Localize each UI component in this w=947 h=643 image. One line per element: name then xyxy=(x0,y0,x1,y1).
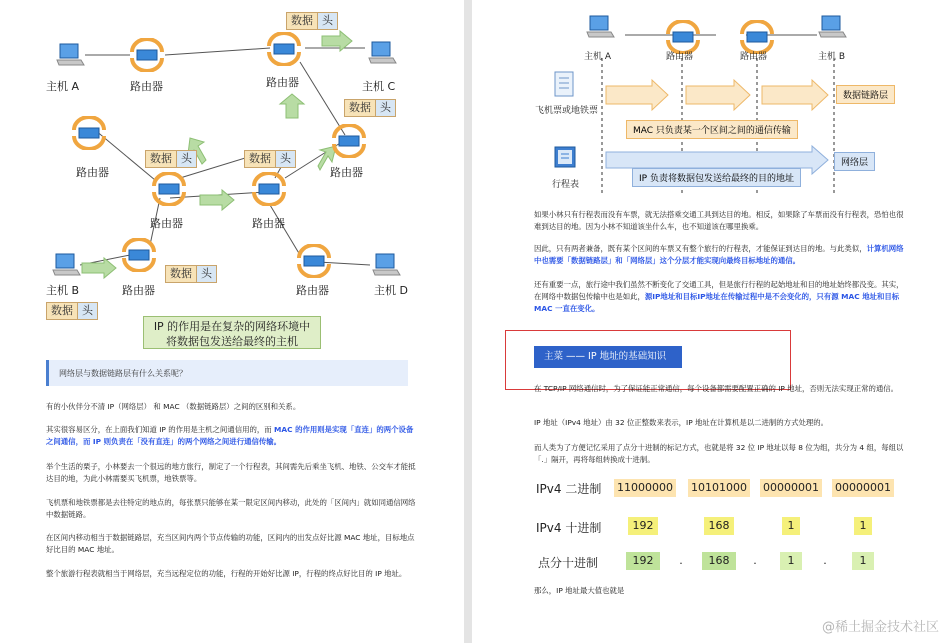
binary-octet: 10101000 xyxy=(688,479,750,497)
question-heading: 网络层与数据链路层有什么关系呢？ xyxy=(46,360,408,386)
itinerary-icon xyxy=(552,144,580,172)
decimal-octet: 168 xyxy=(704,517,734,535)
packet-tag: 数据 头 xyxy=(286,12,338,30)
diagram-caption: IP 的作用是在复杂的网络环境中 将数据包发送给最终的主机 xyxy=(143,316,321,349)
host-d-label: 主机 D xyxy=(374,284,408,297)
packet-tag: 数据 头 xyxy=(145,150,197,168)
ip-note: IP 负责将数据包发送给最终的目的地址 xyxy=(632,168,801,187)
router-label: 路由器 xyxy=(266,76,299,89)
mac-note: MAC 只负责某一个区间之间的通信传输 xyxy=(626,120,798,139)
computer-icon xyxy=(818,14,848,40)
host-b-label: 主机 B xyxy=(46,284,80,297)
router-label: 路由器 xyxy=(252,217,285,230)
paragraph: 在 TCP/IP 网络通信时，为了保证能正常通信，每个设备都需要配置正确的 IP 地址，否则无法实现正常的通信。 xyxy=(534,384,899,393)
host-a-label: 主机 A xyxy=(584,52,612,62)
router-label: 路由器 xyxy=(740,52,768,62)
router-label: 路由器 xyxy=(130,80,163,93)
packet-tag: 数据 头 xyxy=(244,150,296,168)
binary-octet: 00000001 xyxy=(832,479,894,497)
ticket-label: 飞机票或地铁票 xyxy=(535,106,599,116)
router-label: 路由器 xyxy=(666,52,694,62)
host-a-label: 主机 A xyxy=(46,80,80,93)
network-layer-label: 网络层 xyxy=(834,152,875,171)
watermark: @稀土掘金技术社区 xyxy=(821,620,939,635)
router-icon xyxy=(120,238,158,272)
datalink-layer-label: 数据链路层 xyxy=(836,85,895,104)
router-icon xyxy=(265,32,303,66)
left-document-page xyxy=(0,0,464,643)
router-icon xyxy=(330,124,368,158)
computer-icon xyxy=(56,42,86,68)
ticket-icon xyxy=(552,70,578,100)
dotted-octet: 192 xyxy=(626,552,660,570)
binary-octet: 11000000 xyxy=(614,479,676,497)
router-label: 路由器 xyxy=(76,166,109,179)
router-icon xyxy=(150,172,188,206)
paragraph: IP 地址（IPv4 地址）由 32 位正整数来表示，IP 地址在计算机是以二进制的方式处理的。 xyxy=(534,418,829,427)
computer-icon xyxy=(368,40,398,66)
decimal-octet: 192 xyxy=(628,517,658,535)
host-c-label: 主机 C xyxy=(362,80,396,93)
paragraph: 还有重要一点，旅行途中我们虽然不断变化了交通工具，但是旅行行程的起始地址和目的地址始终都没变。其实，在网络中数据包传输中也是如此，源IP地址和目标IP地址在传输过程中是不会变化的，只有源 MAC 地址和目标 MAC 一直在变化。 xyxy=(534,280,904,313)
paragraph: 而人类为了方便记忆采用了点分十进制的标记方式，也就是将 32 位 IP 地址以每 8 位为组，共分为 4 组，每组以「.」隔开，再将每组转换成十进制。 xyxy=(534,443,904,464)
computer-icon xyxy=(52,252,82,278)
ipv4-binary-label: IPv4 二进制 xyxy=(536,482,602,496)
itinerary-label: 行程表 xyxy=(552,180,580,190)
dot-separator: . xyxy=(823,554,827,567)
router-label: 路由器 xyxy=(296,284,329,297)
paragraph: 整个旅游行程表就相当于网络层，充当远程定位的功能，行程的开始好比源 IP，行程的终点好比目的 IP 地址。 xyxy=(46,569,407,578)
paragraph: 飞机票和地铁票都是去往特定的地点的，每张票只能够在某一限定区间内移动，此处的「区间内」就如同通信网络中数据链路。 xyxy=(46,498,416,519)
paragraph: 举个生活的栗子，小林要去一个很远的地方旅行，制定了一个行程表，其间需先后乘坐飞机、地铁、公交车才能抵达目的地，为此小林需要买飞机票，地铁票等。 xyxy=(46,462,416,483)
paragraph: 那么，IP 地址最大值也就是 xyxy=(534,586,625,595)
dot-separator: . xyxy=(679,554,683,567)
router-icon xyxy=(250,172,288,206)
section-title: 主菜 —— IP 地址的基础知识 xyxy=(534,346,682,368)
decimal-octet: 1 xyxy=(782,517,800,535)
packet-tag: 数据 头 xyxy=(344,99,396,117)
router-label: 路由器 xyxy=(330,166,363,179)
router-label: 路由器 xyxy=(150,217,183,230)
dotted-octet: 1 xyxy=(780,552,802,570)
ipv4-decimal-label: IPv4 十进制 xyxy=(536,521,602,535)
dotted-decimal-label: 点分十进制 xyxy=(538,556,599,570)
paragraph: 在区间内移动相当于数据链路层，充当区间内两个节点传输的功能，区间内的出发点好比源 MAC 地址，目标地点好比目的 MAC 地址。 xyxy=(46,533,415,554)
binary-octet: 00000001 xyxy=(760,479,822,497)
paragraph: 有的小伙伴分不清 IP（网络层） 和 MAC （数据链路层）之间的区别和关系。 xyxy=(46,402,301,411)
packet-tag: 数据 头 xyxy=(46,302,98,320)
host-b-label: 主机 B xyxy=(818,52,846,62)
paragraph: 如果小林只有行程表而没有车票，就无法搭乘交通工具到达目的地。相反，如果除了车票而没有行程表，恐怕也很难到达目的地。因为小林不知道该坐什么车，也不知道该在哪里换乘。 xyxy=(534,210,904,231)
paragraph: 因此，只有两者兼备，既有某个区间的车票又有整个旅行的行程表，才能保证到达目的地。与此类似，计算机网络中也需要「数据链路层」和「网络层」这个分层才能实现向最终目标地址的通信。 xyxy=(534,244,904,265)
computer-icon xyxy=(372,252,402,278)
dot-separator: . xyxy=(753,554,757,567)
packet-tag: 数据 头 xyxy=(165,265,217,283)
router-label: 路由器 xyxy=(122,284,155,297)
paragraph: 其实很容易区分，在上面我们知道 IP 的作用是主机之间通信用的，而 MAC 的作用则是实现「直连」的两个设备之间通信，而 IP 则负责在「没有直连」的两个网络之间进行通信传输。 xyxy=(46,425,414,446)
decimal-octet: 1 xyxy=(854,517,872,535)
router-icon xyxy=(70,116,108,150)
dotted-octet: 1 xyxy=(852,552,874,570)
router-icon xyxy=(295,244,333,278)
computer-icon xyxy=(586,14,616,40)
dotted-octet: 168 xyxy=(702,552,736,570)
router-icon xyxy=(128,38,166,72)
